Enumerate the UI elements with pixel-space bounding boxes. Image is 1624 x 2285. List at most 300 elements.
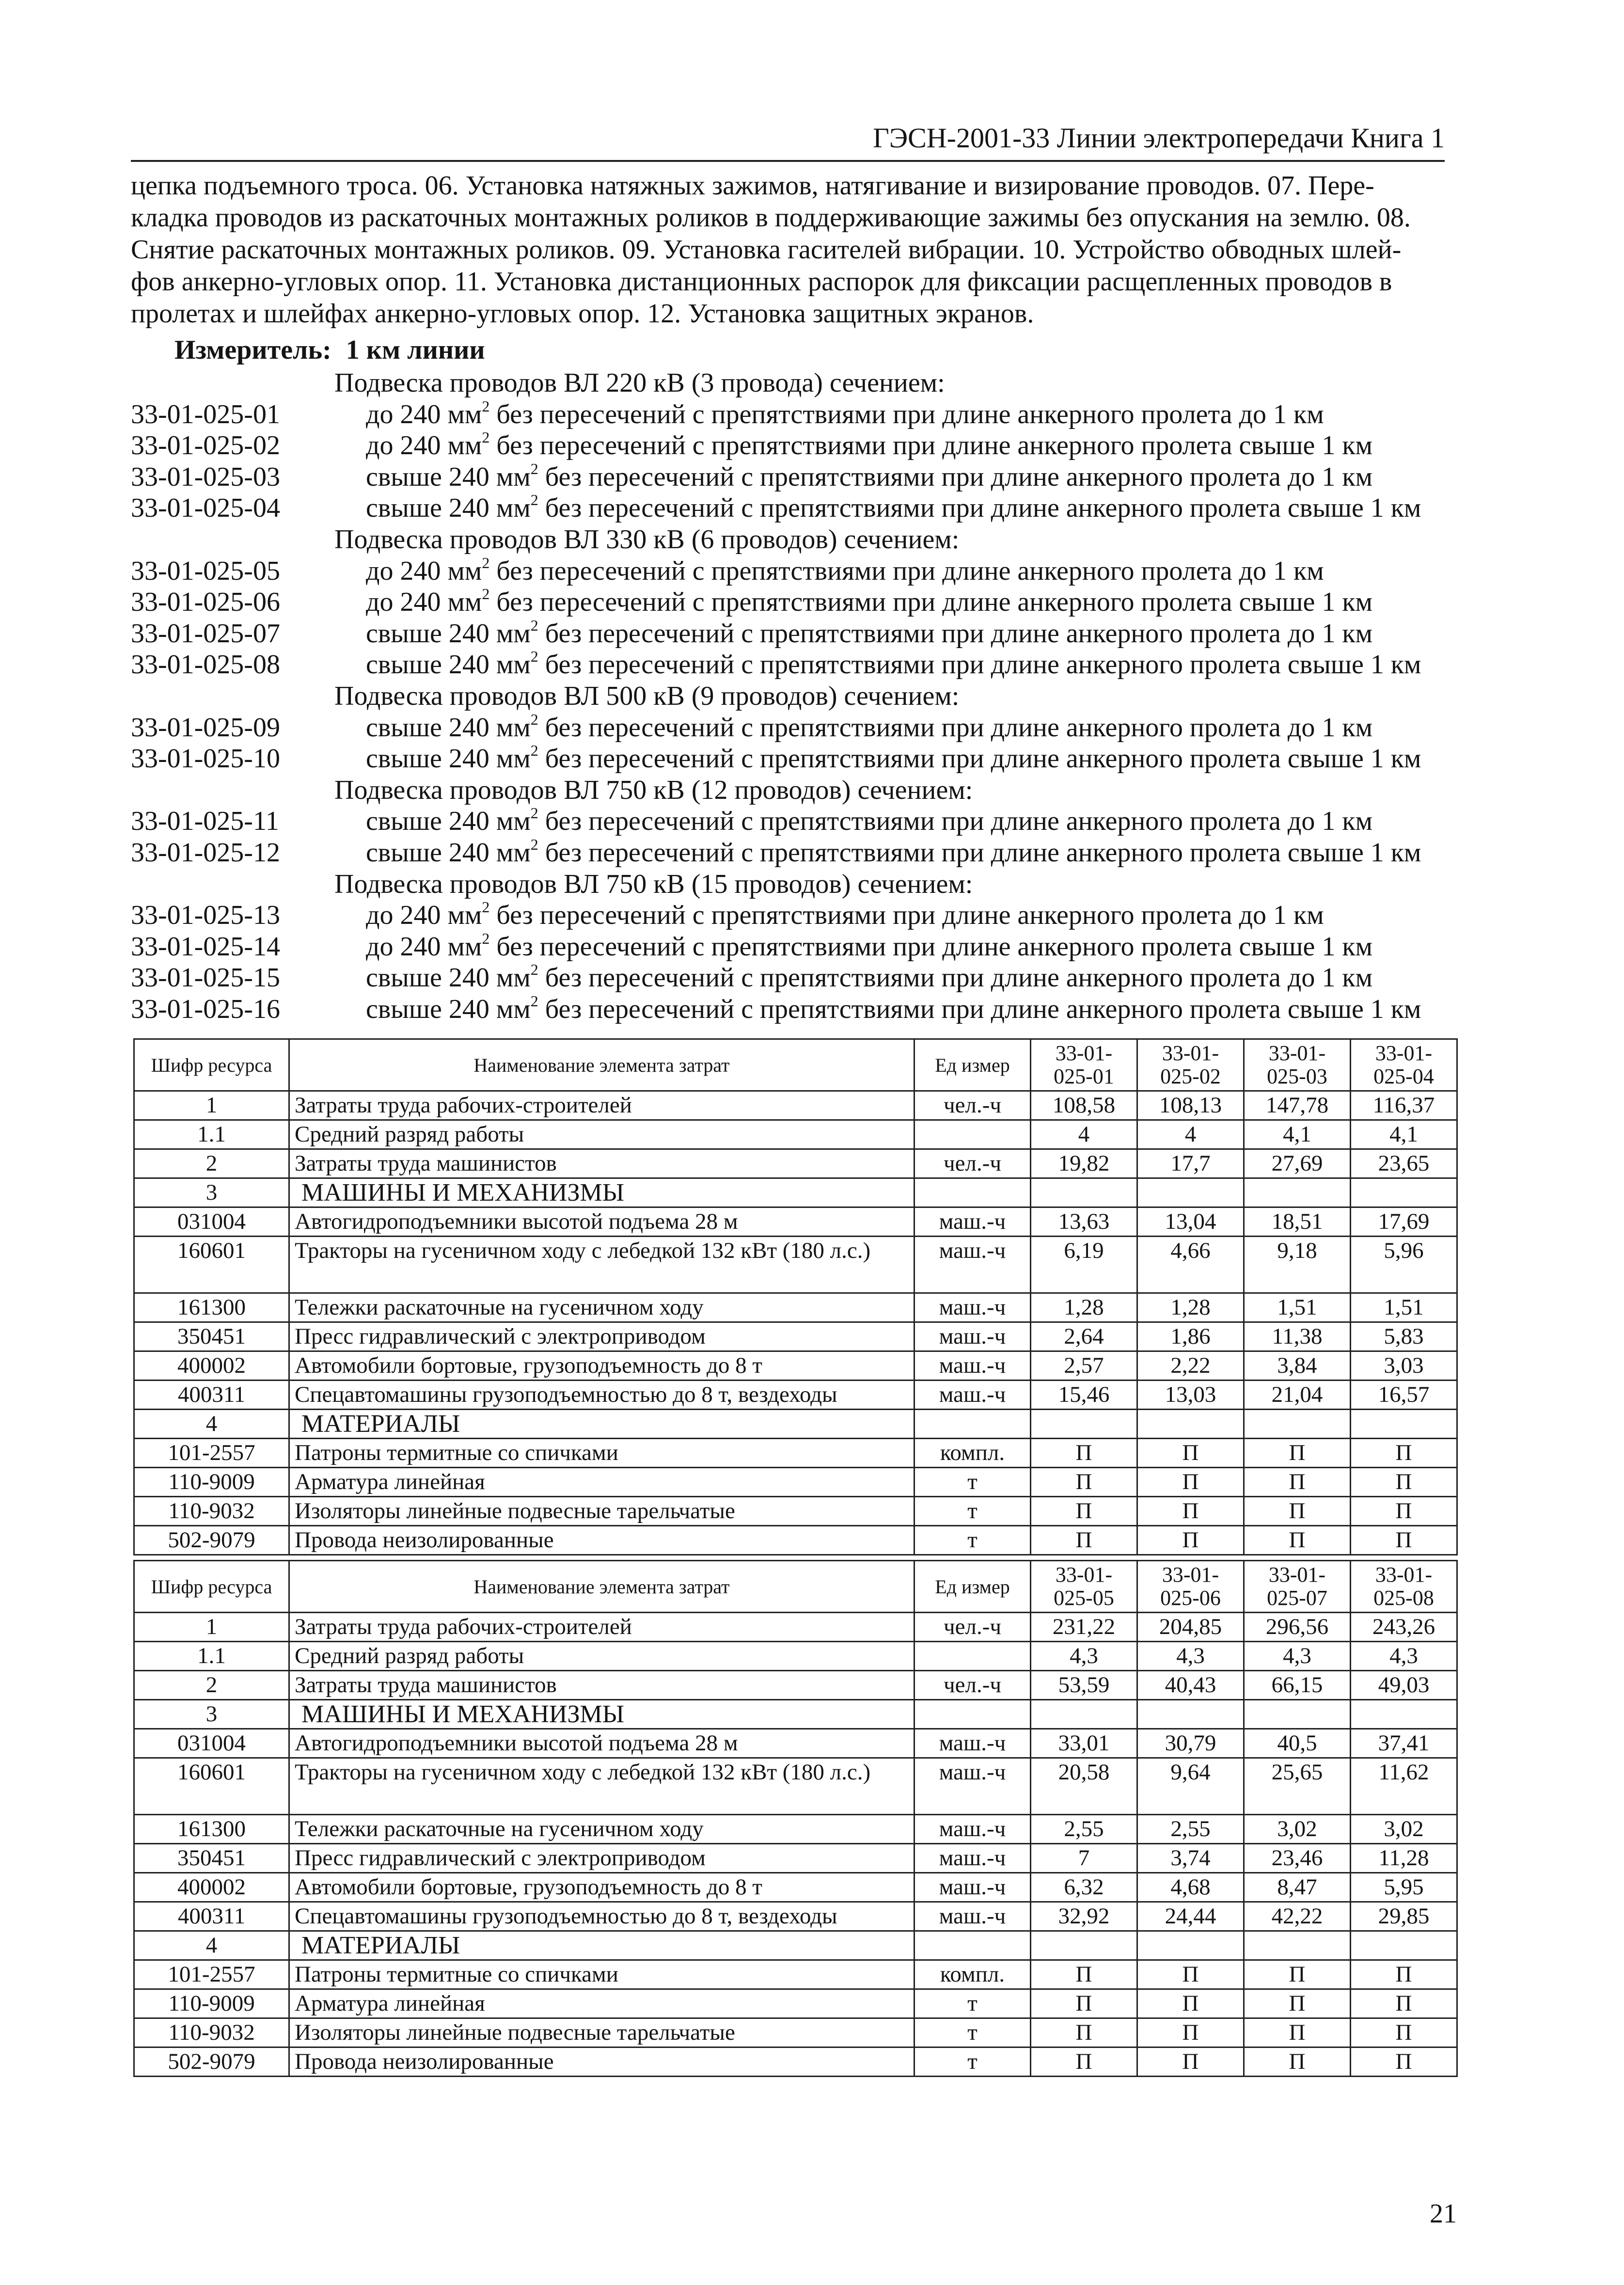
unit: маш.-ч [914, 1873, 1031, 1902]
section-title: МАТЕРИАЛЫ [289, 1931, 914, 1960]
empty-cell [1137, 1410, 1244, 1439]
group-heading [131, 367, 1449, 399]
norm-value: 1,28 [1031, 1293, 1137, 1322]
superscript: 2 [482, 428, 490, 446]
column-header-norm [1351, 1561, 1457, 1613]
empty-cell [1031, 1178, 1137, 1207]
column-header-name: Наименование элемента затрат [289, 1561, 914, 1613]
header-title: ГЭСН-2001-33 Линии электропередачи Книга 1 [873, 122, 1445, 154]
unit: компл. [914, 1960, 1031, 1989]
description-pre: до 240 мм [366, 900, 482, 931]
superscript: 2 [482, 929, 490, 947]
norm-value: 4,3 [1031, 1642, 1137, 1671]
superscript: 2 [530, 961, 538, 979]
code-number: 33-01-025-03 [131, 461, 280, 492]
unit: компл. [914, 1439, 1031, 1468]
resource-row [134, 1613, 1457, 1642]
norm-value: П [1031, 2047, 1137, 2077]
norm-value: 5,83 [1351, 1322, 1457, 1351]
norm-code-line: 33-01- [1375, 1041, 1433, 1065]
norm-value: П [1137, 1497, 1244, 1526]
description-pre: свыше 240 мм [366, 461, 531, 492]
superscript: 2 [530, 710, 538, 728]
code-number: 33-01-025-06 [131, 587, 280, 618]
empty-cell [1351, 1410, 1457, 1439]
section-row [134, 1410, 1457, 1439]
resource-code: 400311 [134, 1381, 289, 1410]
resource-code: 350451 [134, 1844, 289, 1873]
unit: чел.-ч [914, 1149, 1031, 1178]
resource-row [134, 1293, 1457, 1322]
group-title: Подвеска проводов ВЛ 750 кВ (15 проводов) сечением: [334, 869, 973, 899]
norm-value: 108,13 [1137, 1091, 1244, 1120]
section-title: МАТЕРИАЛЫ [289, 1410, 914, 1439]
resource-row [134, 1642, 1457, 1671]
unit: маш.-ч [914, 1351, 1031, 1381]
resource-table-2 [133, 1560, 1458, 2077]
unit: т [914, 2018, 1031, 2047]
description-post: без пересечений с препятствиями при длине анкерного пролета до 1 км [538, 461, 1373, 492]
norm-value: 20,58 [1031, 1758, 1137, 1815]
resource-name: Спецавтомашины грузоподъемностью до 8 т, вездеходы [289, 1381, 914, 1410]
norm-value: 19,82 [1031, 1149, 1137, 1178]
norm-value: П [1244, 1526, 1351, 1555]
norm-value: 3,84 [1244, 1351, 1351, 1381]
norm-value: 4,68 [1137, 1873, 1244, 1902]
norm-value: П [1031, 1960, 1137, 1989]
description-post: без пересечений с препятствиями при длине анкерного пролета свыше 1 км [538, 744, 1421, 774]
section-row [134, 1700, 1457, 1729]
description-pre: свыше 240 мм [366, 963, 531, 993]
code-description [366, 806, 1372, 837]
resource-name: Тележки раскаточные на гусеничном ходу [289, 1815, 914, 1844]
norm-value: 13,04 [1137, 1207, 1244, 1237]
norm-value: 27,69 [1244, 1149, 1351, 1178]
code-description [366, 837, 1421, 869]
code-number: 33-01-025-15 [131, 963, 280, 993]
unit: чел.-ч [914, 1091, 1031, 1120]
norm-code-line: 025-07 [1267, 1586, 1327, 1610]
norm-value: 5,95 [1351, 1873, 1457, 1902]
resource-name: Спецавтомашины грузоподъемностью до 8 т, вездеходы [289, 1902, 914, 1931]
column-header-norm [1137, 1561, 1244, 1613]
norm-code-line: 33-01- [1162, 1563, 1219, 1587]
code-description [366, 461, 1372, 493]
resource-code: 1 [134, 1613, 289, 1642]
resource-row [134, 1671, 1457, 1700]
norm-code-line: 025-03 [1267, 1064, 1327, 1088]
resource-name: Пресс гидравлический с электроприводом [289, 1844, 914, 1873]
column-header-code: Шифр ресурса [134, 1039, 289, 1091]
norm-value: 11,62 [1351, 1758, 1457, 1815]
code-description [366, 399, 1324, 430]
norm-value: 13,63 [1031, 1207, 1137, 1237]
code-number: 33-01-025-02 [131, 430, 280, 461]
norm-value: П [1137, 1960, 1244, 1989]
description-post: без пересечений с препятствиями при длине анкерного пролета свыше 1 км [538, 650, 1421, 680]
norm-value: 9,64 [1137, 1758, 1244, 1815]
intro-line: фов анкерно-угловых опор. 11. Установка дистанционных распорок для фиксации расщепленных проводов в [131, 267, 1392, 297]
code-number: 33-01-025-12 [131, 837, 280, 868]
norm-value: 18,51 [1244, 1207, 1351, 1237]
description-pre: до 240 мм [366, 555, 482, 586]
code-row [131, 743, 1449, 775]
resource-name: Автомобили бортовые, грузоподъемность до 8 т [289, 1873, 914, 1902]
code-description [366, 931, 1372, 963]
norm-value: П [1031, 1526, 1137, 1555]
norm-value: 116,37 [1351, 1091, 1457, 1120]
column-header-unit: Ед измер [914, 1561, 1031, 1613]
resource-row [134, 1120, 1457, 1149]
norm-value: 204,85 [1137, 1613, 1244, 1642]
unit: маш.-ч [914, 1293, 1031, 1322]
resource-row [134, 1758, 1457, 1815]
unit: маш.-ч [914, 1758, 1031, 1815]
norm-value: 4,3 [1351, 1642, 1457, 1671]
meter-value: 1 км линии [346, 335, 485, 365]
code-row [131, 962, 1449, 994]
group-heading [131, 869, 1449, 900]
resource-name: Пресс гидравлический с электроприводом [289, 1322, 914, 1351]
code-description [366, 618, 1372, 650]
code-description [366, 900, 1324, 931]
norm-value: П [1244, 1497, 1351, 1526]
description-post: без пересечений с препятствиями при длине анкерного пролета свыше 1 км [538, 994, 1421, 1024]
description-post: без пересечений с препятствиями при длине анкерного пролета до 1 км [538, 806, 1373, 837]
norm-value: 6,19 [1031, 1237, 1137, 1293]
empty-cell [1244, 1410, 1351, 1439]
norm-value: П [1351, 1960, 1457, 1989]
empty-cell [914, 1410, 1031, 1439]
empty-cell [1137, 1700, 1244, 1729]
norm-value: 231,22 [1031, 1613, 1137, 1642]
norm-value: 6,32 [1031, 1873, 1137, 1902]
group-heading [131, 775, 1449, 806]
column-header-name: Наименование элемента затрат [289, 1039, 914, 1091]
norm-value: П [1351, 1439, 1457, 1468]
norm-value: П [1351, 2018, 1457, 2047]
norm-value: 1,51 [1351, 1293, 1457, 1322]
code-row [131, 712, 1449, 744]
superscript: 2 [530, 835, 538, 853]
resource-code: 1 [134, 1091, 289, 1120]
code-description [366, 587, 1372, 618]
section-row [134, 1178, 1457, 1207]
norm-code-line: 33-01- [1055, 1041, 1113, 1065]
resource-row [134, 1381, 1457, 1410]
norm-value: П [1137, 1468, 1244, 1497]
page-number: 21 [1430, 2199, 1457, 2229]
resource-name: Изоляторы линейные подвесные тарельчатые [289, 1497, 914, 1526]
empty-cell [1244, 1931, 1351, 1960]
resource-code: 031004 [134, 1207, 289, 1237]
column-header-norm [1244, 1561, 1351, 1613]
norm-value: 24,44 [1137, 1902, 1244, 1931]
code-description [366, 492, 1421, 524]
resource-code: 101-2557 [134, 1439, 289, 1468]
resource-code: 161300 [134, 1815, 289, 1844]
unit: маш.-ч [914, 1902, 1031, 1931]
norm-value: 23,46 [1244, 1844, 1351, 1873]
norm-value: П [1031, 1439, 1137, 1468]
code-row [131, 461, 1449, 493]
code-number: 33-01-025-13 [131, 900, 280, 931]
resource-name: Арматура линейная [289, 1468, 914, 1497]
group-title: Подвеска проводов ВЛ 750 кВ (12 проводов) сечением: [334, 775, 973, 805]
norm-value: 3,03 [1351, 1351, 1457, 1381]
meter-line [174, 334, 485, 365]
resource-row [134, 1351, 1457, 1381]
norm-value: П [1137, 2018, 1244, 2047]
resource-name: Провода неизолированные [289, 1526, 914, 1555]
code-description [366, 994, 1421, 1025]
norm-value: П [1351, 1989, 1457, 2018]
resource-name: Арматура линейная [289, 1989, 914, 2018]
norm-value: 17,69 [1351, 1207, 1457, 1237]
empty-cell [1137, 1931, 1244, 1960]
norm-value: 25,65 [1244, 1758, 1351, 1815]
code-row [131, 649, 1449, 681]
norm-value: П [1244, 1989, 1351, 2018]
code-number: 33-01-025-09 [131, 712, 280, 743]
norm-value: 11,28 [1351, 1844, 1457, 1873]
unit [914, 1642, 1031, 1671]
resource-code: 110-9009 [134, 1468, 289, 1497]
norm-code-line: 33-01- [1055, 1563, 1113, 1587]
resource-row [134, 1844, 1457, 1873]
norm-value: 29,85 [1351, 1902, 1457, 1931]
section-title: МАШИНЫ И МЕХАНИЗМЫ [289, 1178, 914, 1207]
norm-code-line: 025-04 [1373, 1064, 1434, 1088]
norm-value: П [1244, 2018, 1351, 2047]
resource-name: Средний разряд работы [289, 1642, 914, 1671]
resource-row [134, 1873, 1457, 1902]
norm-value: 32,92 [1031, 1902, 1137, 1931]
description-pre: свыше 240 мм [366, 994, 531, 1024]
norm-code-line: 33-01- [1268, 1041, 1326, 1065]
group-title: Подвеска проводов ВЛ 330 кВ (6 проводов) сечением: [334, 524, 960, 555]
norm-value: 1,28 [1137, 1293, 1244, 1322]
code-row [131, 587, 1449, 618]
norm-value: 2,64 [1031, 1322, 1137, 1351]
description-post: без пересечений с препятствиями при длине анкерного пролета свыше 1 км [538, 493, 1421, 524]
norm-value: П [1031, 1468, 1137, 1497]
norm-value: 53,59 [1031, 1671, 1137, 1700]
unit: маш.-ч [914, 1729, 1031, 1758]
resource-name: Автогидроподъемники высотой подъема 28 м [289, 1729, 914, 1758]
resource-name: Патроны термитные со спичками [289, 1960, 914, 1989]
column-header-unit: Ед измер [914, 1039, 1031, 1091]
resource-name: Затраты труда машинистов [289, 1149, 914, 1178]
resource-row [134, 1322, 1457, 1351]
unit: т [914, 1497, 1031, 1526]
norm-code-line: 025-08 [1373, 1586, 1434, 1610]
group-heading [131, 681, 1449, 712]
norm-value: П [1137, 1989, 1244, 2018]
norm-value: 13,03 [1137, 1381, 1244, 1410]
norm-value: 11,38 [1244, 1322, 1351, 1351]
norm-value: П [1031, 2018, 1137, 2047]
superscript: 2 [482, 397, 490, 415]
norm-code-line: 33-01- [1268, 1563, 1326, 1587]
empty-cell [914, 1178, 1031, 1207]
code-number: 33-01-025-05 [131, 555, 280, 586]
column-header-norm [1351, 1039, 1457, 1091]
description-pre: свыше 240 мм [366, 618, 531, 649]
meter-label: Измеритель: [174, 335, 331, 365]
norm-value: 1,86 [1137, 1322, 1244, 1351]
intro-line: кладка проводов из раскаточных монтажных роликов в поддерживающие зажимы без опускания на землю. 08. [131, 203, 1411, 233]
norm-code-line: 33-01- [1162, 1041, 1219, 1065]
resource-code: 4 [134, 1410, 289, 1439]
norm-code-line: 33-01- [1375, 1563, 1433, 1587]
superscript: 2 [530, 460, 538, 477]
code-number: 33-01-025-01 [131, 399, 280, 429]
norm-value: 296,56 [1244, 1613, 1351, 1642]
code-number: 33-01-025-10 [131, 744, 280, 774]
unit: т [914, 1989, 1031, 2018]
description-pre: до 240 мм [366, 931, 482, 962]
description-pre: до 240 мм [366, 587, 482, 618]
code-description [366, 962, 1372, 994]
code-row [131, 900, 1449, 931]
resource-code: 110-9032 [134, 2018, 289, 2047]
code-row [131, 555, 1449, 587]
superscript: 2 [482, 898, 490, 916]
resource-code: 502-9079 [134, 2047, 289, 2077]
norm-value: 7 [1031, 1844, 1137, 1873]
norm-value: 108,58 [1031, 1091, 1137, 1120]
unit [914, 1120, 1031, 1149]
unit: маш.-ч [914, 1844, 1031, 1873]
code-description [366, 743, 1421, 775]
resource-table-1 [133, 1038, 1458, 1555]
norm-value: 1,51 [1244, 1293, 1351, 1322]
description-post: без пересечений с препятствиями при длине анкерного пролета до 1 км [489, 900, 1324, 931]
code-description [366, 430, 1372, 461]
section-row [134, 1931, 1457, 1960]
description-post: без пересечений с препятствиями при длине анкерного пролета до 1 км [489, 555, 1324, 586]
norm-value: 2,22 [1137, 1351, 1244, 1381]
resource-row [134, 2018, 1457, 2047]
norm-code-line: 025-01 [1054, 1064, 1114, 1088]
superscript: 2 [530, 804, 538, 822]
intro-line: цепка подъемного троса. 06. Установка натяжных зажимов, натягивание и визирование проводов. 07. Пере- [131, 171, 1374, 201]
norm-value: П [1031, 1497, 1137, 1526]
norm-value: 37,41 [1351, 1729, 1457, 1758]
norm-value: П [1351, 2047, 1457, 2077]
code-row [131, 430, 1449, 461]
norm-value: 3,02 [1351, 1815, 1457, 1844]
group-heading [131, 524, 1449, 555]
superscript: 2 [530, 491, 538, 509]
resource-code: 031004 [134, 1729, 289, 1758]
norm-value: П [1351, 1468, 1457, 1497]
description-pre: свыше 240 мм [366, 837, 531, 868]
norm-value: 30,79 [1137, 1729, 1244, 1758]
code-row [131, 806, 1449, 837]
norm-value: 2,55 [1137, 1815, 1244, 1844]
description-post: без пересечений с препятствиями при длине анкерного пролета до 1 км [538, 963, 1373, 993]
superscript: 2 [530, 648, 538, 666]
resource-row [134, 1149, 1457, 1178]
norm-value: 3,74 [1137, 1844, 1244, 1873]
superscript: 2 [482, 554, 490, 571]
column-header-code: Шифр ресурса [134, 1561, 289, 1613]
norm-value: 4,3 [1244, 1642, 1351, 1671]
resource-code: 400002 [134, 1873, 289, 1902]
description-pre: до 240 мм [366, 430, 482, 461]
norm-value: П [1031, 1989, 1137, 2018]
code-row [131, 837, 1449, 869]
resource-row [134, 1468, 1457, 1497]
resource-code: 400311 [134, 1902, 289, 1931]
norm-code-line: 025-05 [1054, 1586, 1114, 1610]
norm-value: 147,78 [1244, 1091, 1351, 1120]
norm-value: 4,66 [1137, 1237, 1244, 1293]
resource-code: 2 [134, 1671, 289, 1700]
unit: чел.-ч [914, 1613, 1031, 1642]
norm-value: 16,57 [1351, 1381, 1457, 1410]
norm-value: П [1351, 1497, 1457, 1526]
resource-name: Автомобили бортовые, грузоподъемность до 8 т [289, 1351, 914, 1381]
norm-value: 40,5 [1244, 1729, 1351, 1758]
empty-cell [914, 1700, 1031, 1729]
resource-code: 400002 [134, 1351, 289, 1381]
empty-cell [1031, 1700, 1137, 1729]
norm-value: П [1244, 1960, 1351, 1989]
empty-cell [1351, 1700, 1457, 1729]
norm-value: 42,22 [1244, 1902, 1351, 1931]
empty-cell [1351, 1931, 1457, 1960]
resource-row [134, 1439, 1457, 1468]
code-list [131, 367, 1449, 1025]
resource-row [134, 1815, 1457, 1844]
code-row [131, 492, 1449, 524]
resource-row [134, 1091, 1457, 1120]
description-pre: свыше 240 мм [366, 806, 531, 837]
empty-cell [1244, 1700, 1351, 1729]
norm-value: П [1244, 1439, 1351, 1468]
empty-cell [1137, 1178, 1244, 1207]
norm-value: 23,65 [1351, 1149, 1457, 1178]
code-description [366, 555, 1324, 587]
norm-value: 33,01 [1031, 1729, 1137, 1758]
resource-row [134, 1902, 1457, 1931]
group-title: Подвеска проводов ВЛ 500 кВ (9 проводов) сечением: [334, 681, 960, 711]
description-post: без пересечений с препятствиями при длине анкерного пролета свыше 1 км [538, 837, 1421, 868]
unit: маш.-ч [914, 1815, 1031, 1844]
resource-name: Затраты труда рабочих-строителей [289, 1613, 914, 1642]
code-number: 33-01-025-14 [131, 931, 280, 962]
resource-code: 350451 [134, 1322, 289, 1351]
intro-paragraph [131, 170, 1445, 330]
intro-line: пролетах и шлейфах анкерно-угловых опор. 12. Установка защитных экранов. [131, 299, 1034, 329]
norm-value: 49,03 [1351, 1671, 1457, 1700]
resource-code: 161300 [134, 1293, 289, 1322]
norm-value: 4,1 [1351, 1120, 1457, 1149]
description-post: без пересечений с препятствиями при длине анкерного пролета до 1 км [538, 712, 1373, 743]
code-number: 33-01-025-11 [131, 806, 279, 837]
norm-value: 3,02 [1244, 1815, 1351, 1844]
norm-value: П [1244, 2047, 1351, 2077]
resource-name: Средний разряд работы [289, 1120, 914, 1149]
resource-code: 4 [134, 1931, 289, 1960]
superscript: 2 [482, 585, 490, 603]
unit: маш.-ч [914, 1207, 1031, 1237]
code-row [131, 931, 1449, 963]
empty-cell [1351, 1178, 1457, 1207]
